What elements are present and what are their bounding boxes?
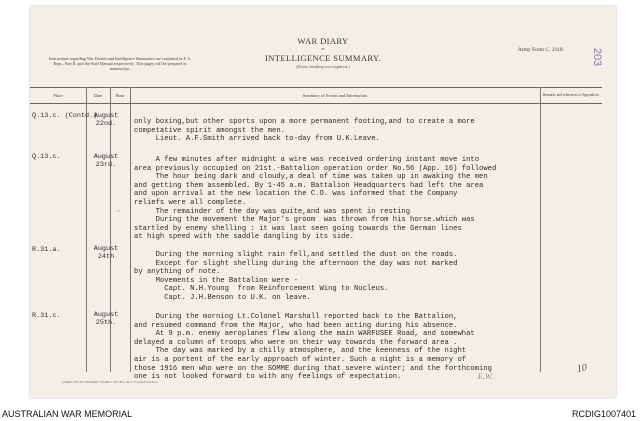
entry-date: August 23rd. xyxy=(93,153,119,169)
title-or: or xyxy=(320,46,325,51)
entry-date: August 25th. xyxy=(93,311,119,327)
entry-place: Q.13.c. xyxy=(32,153,61,161)
column-date: Date xyxy=(86,87,110,104)
column-place: Place xyxy=(30,87,86,104)
entry-place: R.31.a. xyxy=(32,246,61,254)
instructions-text: Instructions regarding War Diaries and Intelligence Summaries are contained in F. S. Regs., Part II. and the Staff Manual respectively. Title pages will be prepared in manuscript. xyxy=(49,56,191,72)
page-stamp: 203 xyxy=(590,47,603,67)
page-subtitle: INTELLIGENCE SUMMARY. xyxy=(265,53,381,63)
entry-date: August 22nd. xyxy=(93,112,119,128)
army-form-label: Army Form C. 2118. xyxy=(517,47,564,53)
marginal-mark: = xyxy=(117,210,120,215)
page-title: WAR DIARY xyxy=(297,36,349,46)
entry-text: During the morning Lt.Colonel Marshall reported back to the Battalion, and resumed command from the Major, who had been acting during his absence. At 9 p.m. enemy aeroplanes flew along the main WARFUSEE Road, and somewhat delayed a column of troops who were on their way towards the forward area . The day was marked by a chilly atmosphere, and the keenness of the night air is a portent of the early approach of winter. Such a night is a memory of those 1916 men who were on the SOMME during that severe winter; and the forthcoming one is not looked forward to with any feelings of expectation. xyxy=(134,313,492,382)
column-remarks: Remarks and references to Appendices xyxy=(540,87,602,104)
entry-text: A few minutes after midnight a wire was received ordering instant move into area previously occupied on 21st.-Battalion operation order No.56 (App. 16) followed The hour being dark and cloudy,a deal of time was taken up in awaking the men and getting them assembled. By 1-45 a.m. Battalion Headquarters had left the area and upon arrival at the new location the C.O. was informed that the Company reliefs were all complete. The remainder of the day was quite,and was spent in resting During the movement the Major's groom was thrown from his horse.which was startled by enemy shelling : it was last seen going towards the German lines at high speed with the saddle dangling by its side. xyxy=(134,156,497,242)
initials-mark: E.W. xyxy=(478,372,493,381)
entry-place: Q.13.c. (Contd.) xyxy=(32,112,98,120)
entry-text: only boxing,but other sports upon a more permanent footing,and to create a more competative spirit amongst the men. Lieut. A.F.Smith arrived back to-day from U.K.Leave. xyxy=(134,118,475,144)
archive-id: RCDIG1007401 xyxy=(571,409,636,419)
column-summary: Summary of Events and Information xyxy=(130,87,540,104)
entry-place: R.31.c. xyxy=(32,312,61,320)
column-divider xyxy=(86,87,87,372)
printer-mark: (A8001) Wt.W1253/M90 750,000 1/16 J.B.C.& A. Forms/C2118/12 xyxy=(62,380,158,384)
column-hour: Hour xyxy=(110,87,130,104)
entry-text: During the morning slight rain fell,and settled the dust on the roads. Except for slight shelling during the afternoon the day was not marked by anything of note. Movements in the Battalion were - Capt. N.H.Young from Reinforcement Wing to Nucleus. Capt. J.H.Benson to U.K. on leave. xyxy=(134,251,458,302)
page-number: 10 xyxy=(576,362,588,375)
entry-date: August 24th xyxy=(93,245,119,261)
archive-caption: AUSTRALIAN WAR MEMORIAL xyxy=(2,409,133,419)
column-divider xyxy=(540,87,541,372)
column-divider xyxy=(110,87,111,372)
column-divider xyxy=(130,87,131,372)
erase-note: (Erase heading not required.) xyxy=(296,64,350,69)
